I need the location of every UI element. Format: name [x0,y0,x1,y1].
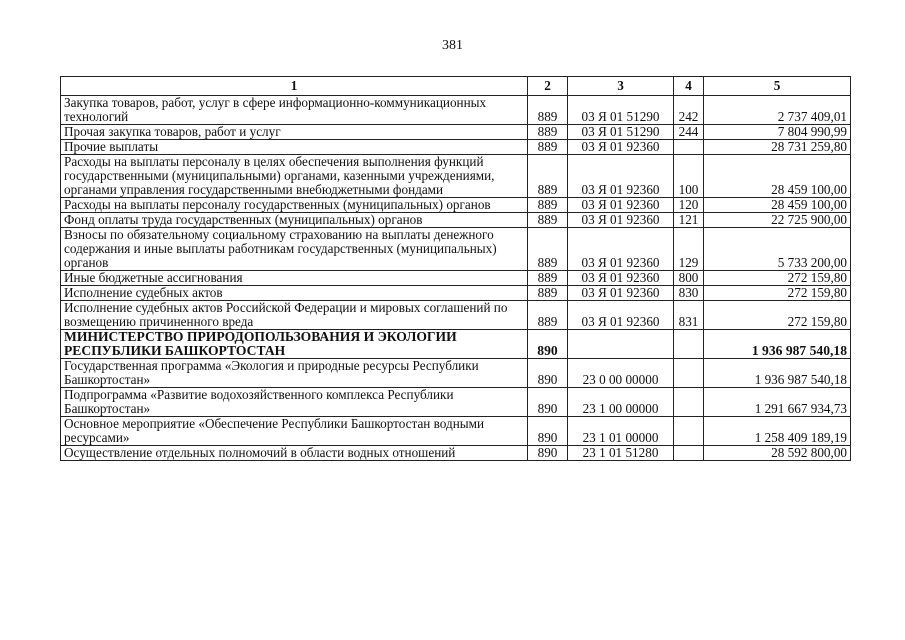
row-article: 03 Я 01 92360 [568,140,674,155]
row-code: 890 [528,359,568,388]
row-amount: 22 725 900,00 [704,213,851,228]
row-article [568,330,674,359]
table-row [61,417,851,446]
table-row [61,198,851,213]
row-amount: 7 804 990,99 [704,125,851,140]
row-type [674,388,704,417]
row-amount: 2 737 409,01 [704,96,851,125]
column-header-name: 1 [61,77,528,96]
row-code: 889 [528,301,568,330]
column-header-type: 4 [674,77,704,96]
row-article: 23 1 01 00000 [568,417,674,446]
row-article: 03 Я 01 51290 [568,125,674,140]
row-amount: 28 592 800,00 [704,446,851,461]
row-type [674,140,704,155]
row-code: 889 [528,140,568,155]
row-code: 890 [528,330,568,359]
row-name: Фонд оплаты труда государственных (муниципальных) органов [61,213,528,228]
row-code: 889 [528,271,568,286]
row-amount: 272 159,80 [704,286,851,301]
row-type [674,417,704,446]
row-code: 889 [528,286,568,301]
page-number: 381 [442,38,463,53]
row-article: 03 Я 01 92360 [568,271,674,286]
row-article: 03 Я 01 92360 [568,198,674,213]
table-header-row [61,77,851,96]
row-type: 800 [674,271,704,286]
row-name: Расходы на выплаты персоналу в целях обеспечения выполнения функций государственными (муниципальными) органами, казенными учреждениями, органами управления государственными внебюджетными фондами [61,155,528,198]
row-article: 03 Я 01 92360 [568,228,674,271]
row-code: 889 [528,125,568,140]
table-row [61,330,851,359]
row-article: 03 Я 01 92360 [568,301,674,330]
table-row [61,388,851,417]
table-row [61,140,851,155]
row-type: 100 [674,155,704,198]
row-code: 890 [528,417,568,446]
row-type: 120 [674,198,704,213]
row-type: 242 [674,96,704,125]
column-header-code: 2 [528,77,568,96]
column-header-amount: 5 [704,77,851,96]
row-name: МИНИСТЕРСТВО ПРИРОДОПОЛЬЗОВАНИЯ И ЭКОЛОГИИ РЕСПУБЛИКИ БАШКОРТОСТАН [61,330,528,359]
row-type [674,446,704,461]
table-row [61,359,851,388]
table-row [61,96,851,125]
row-name: Расходы на выплаты персоналу государственных (муниципальных) органов [61,198,528,213]
row-article: 23 0 00 00000 [568,359,674,388]
row-amount: 28 459 100,00 [704,155,851,198]
row-name: Прочая закупка товаров, работ и услуг [61,125,528,140]
row-amount: 5 733 200,00 [704,228,851,271]
row-amount: 1 258 409 189,19 [704,417,851,446]
row-name: Исполнение судебных актов [61,286,528,301]
row-amount: 28 731 259,80 [704,140,851,155]
row-code: 889 [528,155,568,198]
row-type: 830 [674,286,704,301]
row-code: 889 [528,228,568,271]
row-amount: 1 936 987 540,18 [704,330,851,359]
row-type: 244 [674,125,704,140]
table-row [61,125,851,140]
row-type: 121 [674,213,704,228]
row-code: 889 [528,213,568,228]
table-row [61,213,851,228]
table-row [61,271,851,286]
row-amount: 272 159,80 [704,301,851,330]
row-article: 03 Я 01 51290 [568,96,674,125]
table-row [61,446,851,461]
row-name: Подпрограмма «Развитие водохозяйственного комплекса Республики Башкортостан» [61,388,528,417]
row-article: 23 1 00 00000 [568,388,674,417]
row-name: Прочие выплаты [61,140,528,155]
row-type [674,359,704,388]
row-amount: 28 459 100,00 [704,198,851,213]
row-name: Иные бюджетные ассигнования [61,271,528,286]
row-name: Закупка товаров, работ, услуг в сфере информационно-коммуникационных технологий [61,96,528,125]
row-type [674,330,704,359]
row-article: 03 Я 01 92360 [568,286,674,301]
row-name: Исполнение судебных актов Российской Федерации и мировых соглашений по возмещению причиненного вреда [61,301,528,330]
row-name: Государственная программа «Экология и природные ресурсы Республики Башкортостан» [61,359,528,388]
column-header-article: 3 [568,77,674,96]
row-article: 03 Я 01 92360 [568,213,674,228]
row-name: Осуществление отдельных полномочий в области водных отношений [61,446,528,461]
row-code: 890 [528,446,568,461]
row-article: 03 Я 01 92360 [568,155,674,198]
row-amount: 272 159,80 [704,271,851,286]
table-row [61,301,851,330]
row-name: Основное мероприятие «Обеспечение Республики Башкортостан водными ресурсами» [61,417,528,446]
row-amount: 1 291 667 934,73 [704,388,851,417]
table-row [61,228,851,271]
row-code: 889 [528,96,568,125]
row-name: Взносы по обязательному социальному страхованию на выплаты денежного содержания и иные выплаты работникам государственных (муниципальных) органов [61,228,528,271]
table-row [61,286,851,301]
row-amount: 1 936 987 540,18 [704,359,851,388]
row-code: 889 [528,198,568,213]
row-code: 890 [528,388,568,417]
row-type: 831 [674,301,704,330]
budget-table [60,76,851,461]
table-row [61,155,851,198]
row-article: 23 1 01 51280 [568,446,674,461]
row-type: 129 [674,228,704,271]
